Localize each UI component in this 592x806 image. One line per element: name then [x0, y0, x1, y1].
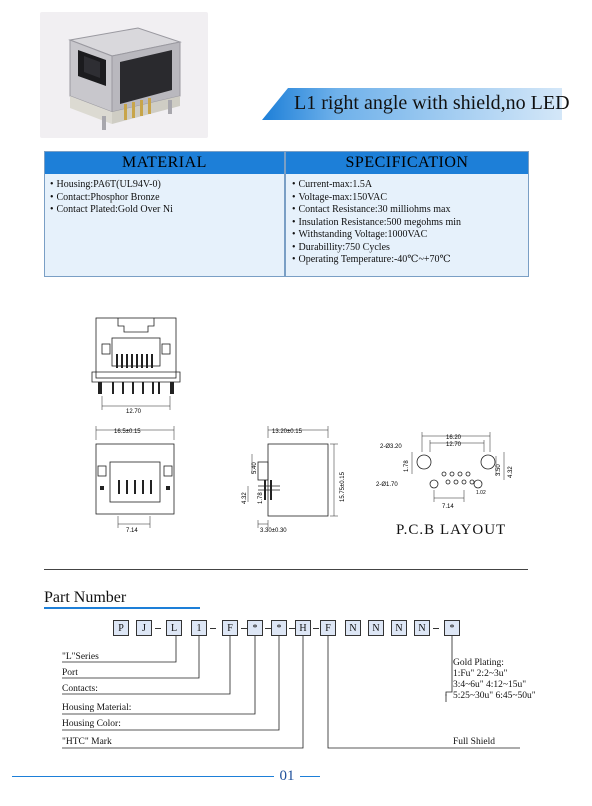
- footer-line-right: [300, 776, 320, 777]
- code-box: L: [166, 620, 182, 636]
- dim-side-b: 4.32: [242, 492, 248, 504]
- dim-pcb-v3: 4.32: [508, 466, 514, 478]
- dim-pcb-v1: 1.78: [404, 460, 410, 472]
- label-htc-mark: "HTC" Mark: [62, 737, 112, 747]
- label-contacts: Contacts:: [62, 684, 98, 694]
- code-dash: [313, 628, 319, 629]
- spec-item: • Voltage-max:150VAC: [292, 192, 461, 205]
- dim-front-width: 12.70: [126, 409, 142, 414]
- dim-pcb-w2: 12.70: [446, 442, 462, 448]
- material-item: • Contact Plated:Gold Over Ni: [50, 204, 173, 217]
- spec-item: • Insulation Resistance:500 megohms min: [292, 217, 461, 230]
- label-gold-plating: Gold Plating:: [453, 658, 504, 668]
- label-housing-color: Housing Color:: [62, 719, 121, 729]
- side-view-drawing: [218, 424, 348, 534]
- dim-pcb-w1: 16.20: [446, 435, 462, 441]
- specification-header: SPECIFICATION: [286, 152, 528, 174]
- code-box: N: [345, 620, 361, 636]
- code-box: N: [368, 620, 384, 636]
- spec-item: • Durabillity:750 Cycles: [292, 242, 461, 255]
- banner-title: L1 right angle with shield,no LED: [294, 92, 570, 114]
- dim-side-height: 15.75±0.15: [340, 472, 346, 502]
- label-full-shield: Full Shield: [453, 737, 495, 747]
- code-box: J: [136, 620, 152, 636]
- label-l-series: "L"Series: [62, 652, 99, 662]
- code-box: *: [444, 620, 460, 636]
- part-number-underline: [44, 607, 200, 609]
- code-box: N: [391, 620, 407, 636]
- label-gold-plating-1: 1:Fu" 2:2~3u": [453, 669, 508, 679]
- material-header: MATERIAL: [45, 152, 284, 174]
- dim-pcb-pitch: 7.14: [442, 504, 454, 510]
- material-item: • Contact:Phosphor Bronze: [50, 192, 173, 205]
- code-box: 1: [191, 620, 207, 636]
- code-box: F: [320, 620, 336, 636]
- label-port: Port: [62, 668, 78, 678]
- spec-item: • Withstanding Voltage:1000VAC: [292, 229, 461, 242]
- dim-side-c: 1.78: [258, 492, 264, 504]
- code-dash: [155, 628, 161, 629]
- product-photo: [40, 12, 208, 138]
- material-item: • Housing:PA6T(UL94V-0): [50, 179, 173, 192]
- title-banner: [262, 88, 570, 120]
- column-divider: [284, 152, 286, 276]
- label-housing-material: Housing Material:: [62, 703, 132, 713]
- code-box: F: [222, 620, 238, 636]
- dim-top-width: 16.5±0.15: [114, 429, 141, 435]
- code-box: *: [271, 620, 287, 636]
- dim-pcb-v2: 3.50: [496, 464, 502, 476]
- page-number: 01: [279, 768, 295, 784]
- spec-item: • Contact Resistance:30 milliohms max: [292, 204, 461, 217]
- dim-side-a: 5.40: [252, 462, 258, 474]
- label-gold-plating-2: 3:4~6u" 4:12~15u": [453, 680, 527, 690]
- code-dash: [210, 628, 216, 629]
- top-view-drawing: [88, 424, 184, 534]
- dim-pcb-small: 1.02: [476, 490, 486, 496]
- material-spec-table: [44, 151, 529, 277]
- pcb-layout-drawing: [372, 430, 522, 514]
- dim-pcb-hole-big: 2-Ø3.20: [380, 444, 402, 450]
- front-view-drawing: [88, 310, 188, 414]
- footer-line-left: [12, 776, 274, 777]
- dim-pcb-hole-small: 2-Ø1.70: [376, 482, 398, 488]
- part-number-heading: Part Number: [44, 589, 127, 606]
- pcb-layout-label: P.C.B LAYOUT: [396, 522, 507, 538]
- dim-side-depth: 13.20±0.15: [272, 429, 302, 435]
- dim-top-pitch: 7.14: [126, 528, 138, 534]
- material-list: [50, 179, 173, 217]
- section-divider: [44, 569, 528, 570]
- specification-list: [292, 179, 461, 267]
- spec-item: • Current-max:1.5A: [292, 179, 461, 192]
- spec-item: • Operating Temperature:-40℃~+70℃: [292, 254, 461, 267]
- code-box: P: [113, 620, 129, 636]
- code-box: *: [247, 620, 263, 636]
- dim-side-bottom: 3.30±0.30: [260, 528, 287, 534]
- code-dash: [433, 628, 439, 629]
- code-box: H: [295, 620, 311, 636]
- code-box: N: [414, 620, 430, 636]
- label-gold-plating-3: 5:25~30u" 6:45~50u": [453, 691, 536, 701]
